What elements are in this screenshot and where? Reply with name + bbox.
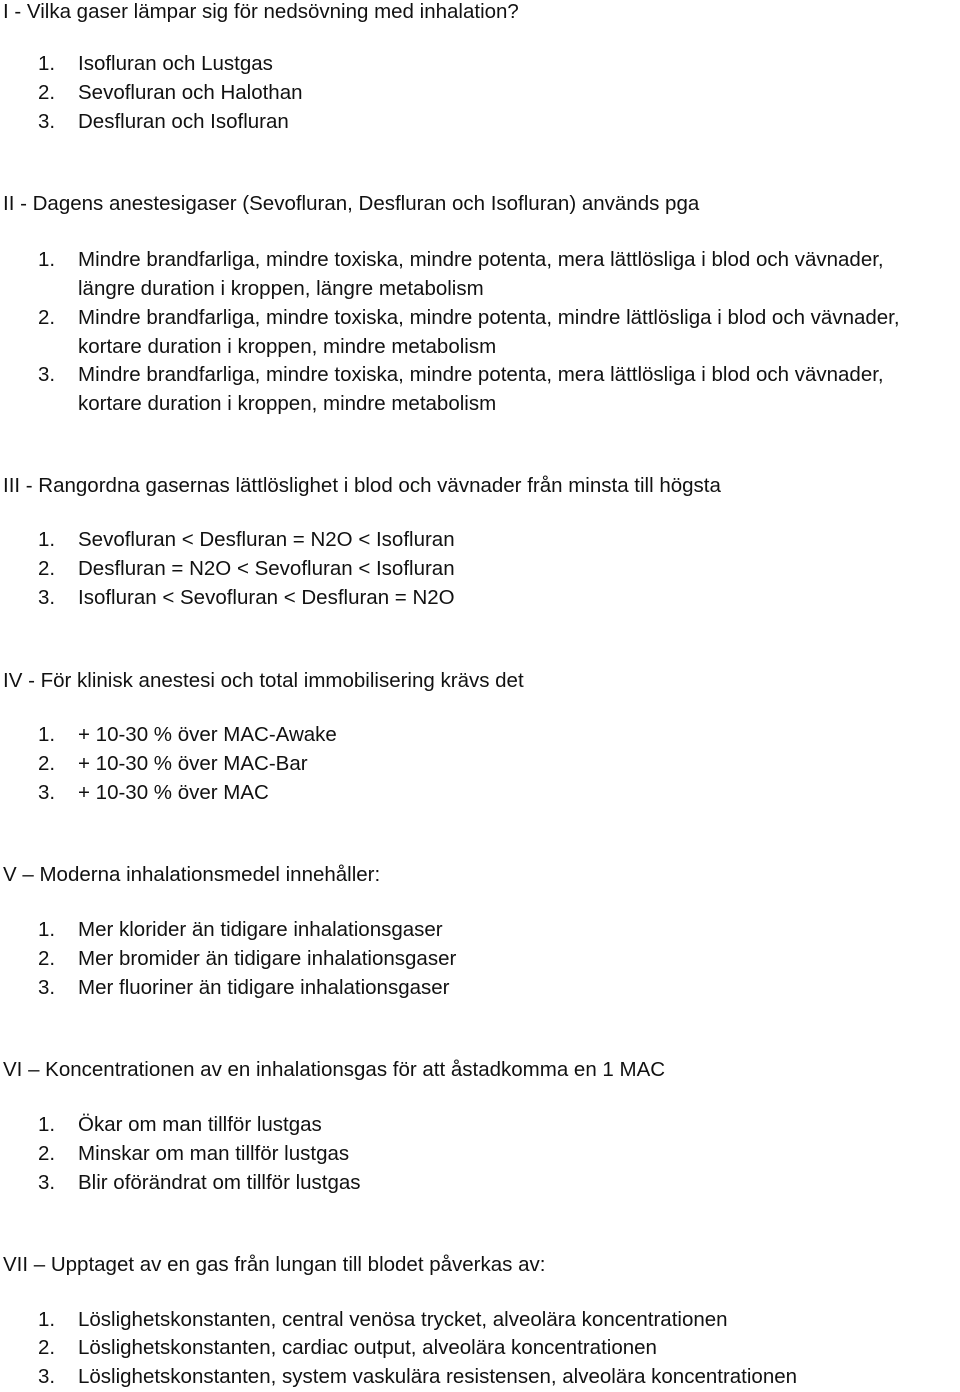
option-line: Desfluran och Isofluran: [78, 110, 289, 133]
option-number: 3.: [38, 976, 56, 999]
option-line: Mer bromider än tidigare inhalationsgaser: [78, 947, 457, 970]
option-text: [78, 1110, 958, 1139]
option-number: 3.: [38, 781, 56, 804]
option-line: Löslighetskonstanten, central venösa trycket, alveolära koncentrationen: [78, 1308, 728, 1331]
question-title: III - Rangordna gasernas lättlöslighet i blod och vävnader från minsta till högsta: [3, 474, 721, 497]
option-line: Minskar om man tillför lustgas: [78, 1142, 350, 1165]
option-line: Mindre brandfarliga, mindre toxiska, mindre potenta, mera lättlösliga i blod och vävnader,: [78, 363, 884, 386]
option-text: [78, 778, 958, 807]
option-number: 2.: [38, 1142, 56, 1165]
option-line: Mer fluoriner än tidigare inhalationsgaser: [78, 976, 450, 999]
option-text: [78, 1168, 958, 1197]
option-number: 1.: [38, 723, 56, 746]
option-line: Blir oförändrat om tillför lustgas: [78, 1171, 361, 1194]
option-text: [78, 49, 958, 78]
option-number: 2.: [38, 1336, 56, 1359]
option-line: + 10-30 % över MAC-Bar: [78, 752, 308, 775]
option-line: Isofluran < Sevofluran < Desfluran = N2O: [78, 586, 455, 609]
option-text: [78, 107, 958, 136]
option-line: Sevofluran och Halothan: [78, 81, 303, 104]
option-text: [78, 583, 958, 612]
option-number: 1.: [38, 918, 56, 941]
option-number: 3.: [38, 1171, 56, 1194]
option-text: [78, 749, 958, 778]
option-number: 1.: [38, 1308, 56, 1331]
option-line: Desfluran = N2O < Sevofluran < Isofluran: [78, 557, 455, 580]
option-line: Ökar om man tillför lustgas: [78, 1113, 322, 1136]
option-number: 2.: [38, 306, 56, 329]
question-title: VI – Koncentrationen av en inhalationsgas för att åstadkomma en 1 MAC: [3, 1058, 666, 1081]
option-line: kortare duration i kroppen, mindre metabolism: [78, 335, 497, 358]
option-number: 3.: [38, 363, 56, 386]
option-number: 2.: [38, 947, 56, 970]
option-text: [78, 78, 958, 107]
option-text: [78, 1139, 958, 1168]
option-number: 2.: [38, 557, 56, 580]
option-text: [78, 525, 958, 554]
option-line: Mer klorider än tidigare inhalationsgaser: [78, 918, 443, 941]
option-number: 3.: [38, 586, 56, 609]
option-number: 1.: [38, 52, 56, 75]
option-text: [78, 915, 958, 944]
option-text: [78, 973, 958, 1002]
option-number: 1.: [38, 1113, 56, 1136]
option-line: Isofluran och Lustgas: [78, 52, 273, 75]
question-title: IV - För klinisk anestesi och total immobilisering krävs det: [3, 669, 524, 692]
option-line: + 10-30 % över MAC-Awake: [78, 723, 337, 746]
option-line: Löslighetskonstanten, cardiac output, alveolära koncentrationen: [78, 1336, 657, 1359]
option-line: längre duration i kroppen, längre metabolism: [78, 277, 484, 300]
option-line: Mindre brandfarliga, mindre toxiska, mindre potenta, mindre lättlösliga i blod och vävnader,: [78, 306, 900, 329]
option-number: 2.: [38, 752, 56, 775]
option-line: Mindre brandfarliga, mindre toxiska, mindre potenta, mera lättlösliga i blod och vävnader,: [78, 248, 884, 271]
option-number: 3.: [38, 110, 56, 133]
option-line: + 10-30 % över MAC: [78, 781, 269, 804]
option-text: [78, 554, 958, 583]
option-line: kortare duration i kroppen, mindre metabolism: [78, 392, 497, 415]
question-title: V – Moderna inhalationsmedel innehåller:: [3, 863, 381, 886]
option-text: [78, 360, 958, 418]
question-title: I - Vilka gaser lämpar sig för nedsövning med inhalation?: [3, 0, 519, 23]
option-text: [78, 1305, 958, 1334]
option-number: 1.: [38, 528, 56, 551]
option-number: 1.: [38, 248, 56, 271]
option-text: [78, 245, 958, 303]
option-number: 2.: [38, 81, 56, 104]
option-text: [78, 1362, 958, 1391]
option-text: [78, 944, 958, 973]
question-title: II - Dagens anestesigaser (Sevofluran, Desfluran och Isofluran) används pga: [3, 192, 700, 215]
option-text: [78, 303, 958, 361]
question-title: VII – Upptaget av en gas från lungan till blodet påverkas av:: [3, 1253, 546, 1276]
option-text: [78, 1333, 958, 1362]
option-text: [78, 720, 958, 749]
option-number: 3.: [38, 1365, 56, 1388]
option-line: Löslighetskonstanten, system vaskulära resistensen, alveolära koncentrationen: [78, 1365, 798, 1388]
option-line: Sevofluran < Desfluran = N2O < Isofluran: [78, 528, 455, 551]
